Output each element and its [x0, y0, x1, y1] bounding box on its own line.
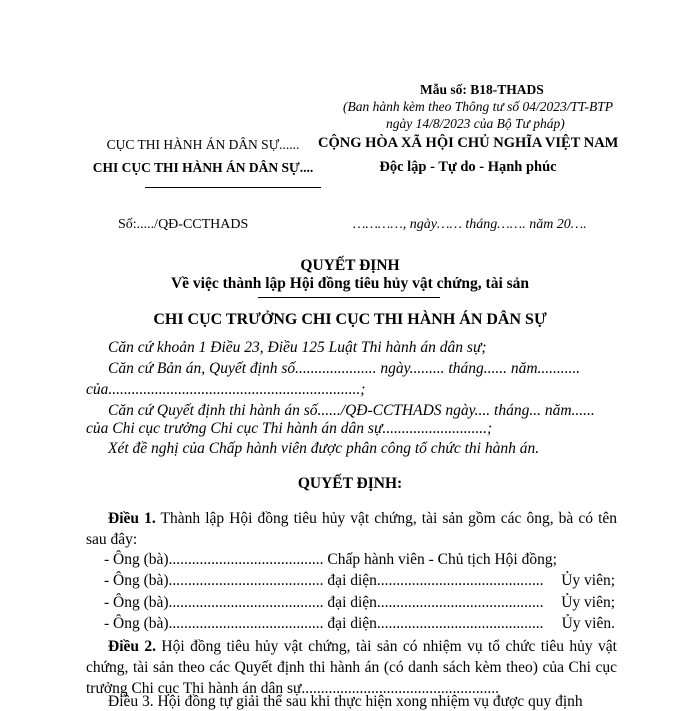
article-1-label: Điều 1. [108, 510, 156, 527]
member-4: - Ông (bà)........................................ đại diện........................................... [104, 615, 544, 632]
member-2: - Ông (bà)........................................ đại diện........................................... [104, 572, 544, 589]
document-number: Số:...../QĐ-CCTHADS [118, 217, 249, 232]
decision-title: QUYẾT ĐỊNH [300, 257, 400, 274]
article-2 [86, 636, 617, 699]
basis-3: Căn cứ Quyết định thi hành án số....../QĐ-CCTHADS ngày.... tháng... năm...... [108, 402, 595, 419]
basis-4: Xét đề nghị của Chấp hành viên được phân công tổ chức thi hành án. [108, 440, 540, 457]
national-motto: Độc lập - Tự do - Hạnh phúc [379, 159, 557, 175]
decision-subject: Về việc thành lập Hội đồng tiêu hủy vật chứng, tài sản [170, 275, 530, 292]
form-issued-note-line2: ngày 14/8/2023 của Bộ Tư pháp) [386, 116, 565, 131]
issuer-title: CHI CỤC TRƯỞNG CHI CỤC THI HÀNH ÁN DÂN SỰ [153, 311, 547, 328]
decides-heading: QUYẾT ĐỊNH: [297, 475, 403, 492]
member-1: - Ông (bà)........................................ Chấp hành viên - Chủ tịch Hội đồng; [104, 551, 557, 568]
subject-underline [258, 297, 440, 298]
form-issued-note-line1: (Ban hành kèm theo Thông tư số 04/2023/TT-BTP [343, 99, 613, 114]
basis-2: Căn cứ Bản án, Quyết định số..................... ngày......... tháng...... năm........... [108, 360, 581, 377]
agency-underline [145, 187, 321, 188]
basis-1: Căn cứ khoản 1 Điều 23, Điều 125 Luật Thi hành án dân sự; [108, 339, 487, 356]
member-3: - Ông (bà)........................................ đại diện........................................... [104, 594, 544, 611]
article-1 [86, 508, 617, 550]
member-2-role: Ủy viên; [561, 572, 615, 589]
agency-line1: CỤC THI HÀNH ÁN DÂN SỰ...... [106, 137, 300, 152]
article-1-text: Thành lập Hội đồng tiêu hủy vật chứng, tài sản gồm các ông, bà có tên sau đây: [86, 510, 618, 548]
member-3-role: Ủy viên; [561, 594, 615, 611]
article-3-fragment: Điều 3. Hội đồng tự giải thể sau khi thực hiện xong nhiệm vụ được quy định [108, 693, 583, 710]
member-4-role: Ủy viên. [561, 615, 615, 632]
basis-3-cont: của Chi cục trưởng Chi cục Thi hành án dân sự...........................; [86, 420, 493, 437]
article-2-text: Hội đồng tiêu hủy vật chứng, tài sản có nhiệm vụ tổ chức tiêu hủy vật chứng, tài sản theo các Quyết định thi hành án (có danh sách kèm theo) của Chi cục trưởng Chi cục Thi hành án dân sự................................................... [86, 638, 617, 697]
national-title: CỘNG HÒA XÃ HỘI CHỦ NGHĨA VIỆT NAM [318, 135, 619, 151]
form-number: Mẫu số: B18-THADS [420, 82, 544, 97]
date-place: …………, ngày…… tháng……. năm 20…. [353, 217, 587, 232]
agency-line2: CHI CỤC THI HÀNH ÁN DÂN SỰ.... [92, 160, 314, 175]
basis-2-cont: của.................................................................; [86, 381, 366, 398]
article-2-label: Điều 2. [108, 638, 157, 655]
